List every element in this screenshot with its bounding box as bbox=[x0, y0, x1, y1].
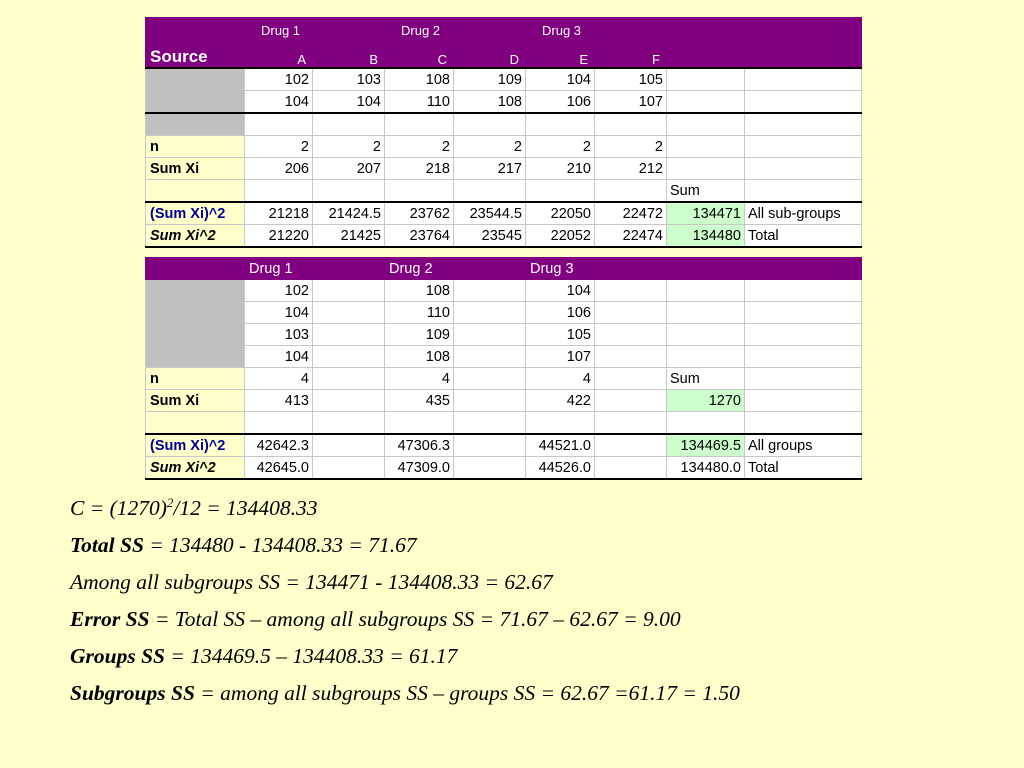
table-row bbox=[146, 302, 862, 324]
cell: 21220 bbox=[245, 225, 313, 248]
col-letter: B bbox=[313, 43, 385, 69]
cell: 422 bbox=[526, 390, 595, 412]
cell: 102 bbox=[245, 68, 313, 91]
sum-xi-squared-label: (Sum Xi)^2 bbox=[146, 434, 245, 457]
cell: 108 bbox=[385, 280, 454, 302]
sum-xi2-row bbox=[146, 457, 862, 480]
sum-label-row bbox=[146, 180, 862, 203]
cell: 107 bbox=[595, 91, 667, 114]
total-ss-line bbox=[70, 529, 740, 566]
subgroups-ss-line bbox=[70, 677, 740, 714]
cell: 103 bbox=[245, 324, 313, 346]
c-pre: C = (1270) bbox=[70, 496, 167, 520]
sum-xi2-label: Sum Xi^2 bbox=[146, 457, 245, 480]
cell: 23764 bbox=[385, 225, 454, 248]
cell: 105 bbox=[526, 324, 595, 346]
cell: 22472 bbox=[595, 202, 667, 225]
among-subgroups-line bbox=[70, 566, 740, 603]
cell: 22050 bbox=[526, 202, 595, 225]
groups-ss-label: Groups SS bbox=[70, 644, 166, 668]
blank-row bbox=[146, 113, 862, 136]
groups-table bbox=[145, 257, 862, 480]
cell: 47306.3 bbox=[385, 434, 454, 457]
groups-ss-line bbox=[70, 640, 740, 677]
cell: 42645.0 bbox=[245, 457, 313, 480]
cell: 210 bbox=[526, 158, 595, 180]
cell: 107 bbox=[526, 346, 595, 368]
subgroups-ss-expr: = among all subgroups SS – groups SS = 62.67 =61.17 = 1.50 bbox=[194, 681, 740, 705]
cell: 22052 bbox=[526, 225, 595, 248]
cell: 106 bbox=[526, 91, 595, 114]
among-subgroups-text: Among all subgroups SS = 134471 - 134408.33 = 62.67 bbox=[70, 570, 553, 594]
drug-2-label: Drug 2 bbox=[385, 18, 526, 43]
cell: 104 bbox=[245, 91, 313, 114]
sum-xi-squared-total: 134471 bbox=[667, 202, 745, 225]
cell: 212 bbox=[595, 158, 667, 180]
cell: 2 bbox=[245, 136, 313, 158]
cell: 108 bbox=[454, 91, 526, 114]
sum-xi-squared-row bbox=[146, 434, 862, 457]
sum-xi2-total: 134480.0 bbox=[667, 457, 745, 480]
cell: 104 bbox=[245, 302, 313, 324]
blank-row bbox=[146, 412, 862, 435]
header-row-drugs bbox=[146, 258, 862, 280]
sum-xi2-total: 134480 bbox=[667, 225, 745, 248]
source-label: Source bbox=[146, 18, 245, 69]
c-post: /12 = 134408.33 bbox=[173, 496, 318, 520]
cell: 108 bbox=[385, 68, 454, 91]
cell: 2 bbox=[526, 136, 595, 158]
total-ss-label: Total SS bbox=[70, 533, 144, 557]
cell: 103 bbox=[313, 68, 385, 91]
subgroups-ss-label: Subgroups SS bbox=[70, 681, 195, 705]
cell: 4 bbox=[526, 368, 595, 390]
sum-xi-squared-row bbox=[146, 202, 862, 225]
cell: 21218 bbox=[245, 202, 313, 225]
drug-3-label: Drug 3 bbox=[526, 258, 667, 280]
cell: 102 bbox=[245, 280, 313, 302]
sum-xi-label: Sum Xi bbox=[146, 158, 245, 180]
all-subgroups-note: All sub-groups bbox=[745, 202, 862, 225]
cell: 218 bbox=[385, 158, 454, 180]
total-ss-expr: = 134480 - 134408.33 = 71.67 bbox=[143, 533, 417, 557]
n-label: n bbox=[146, 368, 245, 390]
total-note: Total bbox=[745, 457, 862, 480]
cell: 207 bbox=[313, 158, 385, 180]
cell: 23544.5 bbox=[454, 202, 526, 225]
sum-xi-row bbox=[146, 158, 862, 180]
col-letter: D bbox=[454, 43, 526, 69]
cell: 110 bbox=[385, 91, 454, 114]
sum-header: Sum bbox=[667, 180, 745, 203]
drug-1-label: Drug 1 bbox=[245, 258, 385, 280]
cell: 2 bbox=[595, 136, 667, 158]
n-label: n bbox=[146, 136, 245, 158]
cell: 4 bbox=[245, 368, 313, 390]
table-row bbox=[146, 91, 862, 114]
cell: 105 bbox=[595, 68, 667, 91]
sum-xi-label: Sum Xi bbox=[146, 390, 245, 412]
cell: 206 bbox=[245, 158, 313, 180]
cell: 109 bbox=[454, 68, 526, 91]
cell: 22474 bbox=[595, 225, 667, 248]
cell: 44526.0 bbox=[526, 457, 595, 480]
drug-3-label: Drug 3 bbox=[526, 18, 667, 43]
sum-xi-squared-total: 134469.5 bbox=[667, 434, 745, 457]
sum-xi-total: 1270 bbox=[667, 390, 745, 412]
cell: 106 bbox=[526, 302, 595, 324]
cell: 2 bbox=[313, 136, 385, 158]
cell: 47309.0 bbox=[385, 457, 454, 480]
cell: 217 bbox=[454, 158, 526, 180]
table-row bbox=[146, 68, 862, 91]
cell: 23545 bbox=[454, 225, 526, 248]
col-letter: A bbox=[245, 43, 313, 69]
cell: 2 bbox=[385, 136, 454, 158]
cell: 104 bbox=[526, 280, 595, 302]
cell: 21424.5 bbox=[313, 202, 385, 225]
correction-term-line bbox=[70, 492, 740, 529]
cell: 413 bbox=[245, 390, 313, 412]
table-row bbox=[146, 324, 862, 346]
error-ss-label: Error SS bbox=[70, 607, 150, 631]
c-sup: 2 bbox=[166, 494, 174, 510]
sum-xi-row bbox=[146, 390, 862, 412]
sum-xi2-row bbox=[146, 225, 862, 248]
cell: 44521.0 bbox=[526, 434, 595, 457]
cell: 104 bbox=[526, 68, 595, 91]
col-letter: C bbox=[385, 43, 454, 69]
groups-ss-expr: = 134469.5 – 134408.33 = 61.17 bbox=[165, 644, 458, 668]
formula-block bbox=[70, 492, 740, 714]
table-row bbox=[146, 280, 862, 302]
sum-xi-squared-label: (Sum Xi)^2 bbox=[146, 202, 245, 225]
cell: 110 bbox=[385, 302, 454, 324]
header-row-drugs bbox=[146, 18, 862, 43]
cell: 108 bbox=[385, 346, 454, 368]
all-groups-note: All groups bbox=[745, 434, 862, 457]
drug-1-label: Drug 1 bbox=[245, 18, 385, 43]
error-ss-line bbox=[70, 603, 740, 640]
cell: 109 bbox=[385, 324, 454, 346]
cell: 435 bbox=[385, 390, 454, 412]
cell: 42642.3 bbox=[245, 434, 313, 457]
cell: 21425 bbox=[313, 225, 385, 248]
error-ss-expr: = Total SS – among all subgroups SS = 71.67 – 62.67 = 9.00 bbox=[149, 607, 681, 631]
col-letter: E bbox=[526, 43, 595, 69]
col-letter: F bbox=[595, 43, 667, 69]
cell: 4 bbox=[385, 368, 454, 390]
drug-2-label: Drug 2 bbox=[385, 258, 526, 280]
cell: 2 bbox=[454, 136, 526, 158]
n-row bbox=[146, 136, 862, 158]
total-note: Total bbox=[745, 225, 862, 248]
header-row-letters bbox=[146, 43, 862, 69]
sum-header: Sum bbox=[667, 368, 745, 390]
table-row bbox=[146, 346, 862, 368]
cell: 104 bbox=[245, 346, 313, 368]
subgroups-table bbox=[145, 17, 862, 248]
cell: 104 bbox=[313, 91, 385, 114]
n-row bbox=[146, 368, 862, 390]
sum-xi2-label: Sum Xi^2 bbox=[146, 225, 245, 248]
cell: 23762 bbox=[385, 202, 454, 225]
